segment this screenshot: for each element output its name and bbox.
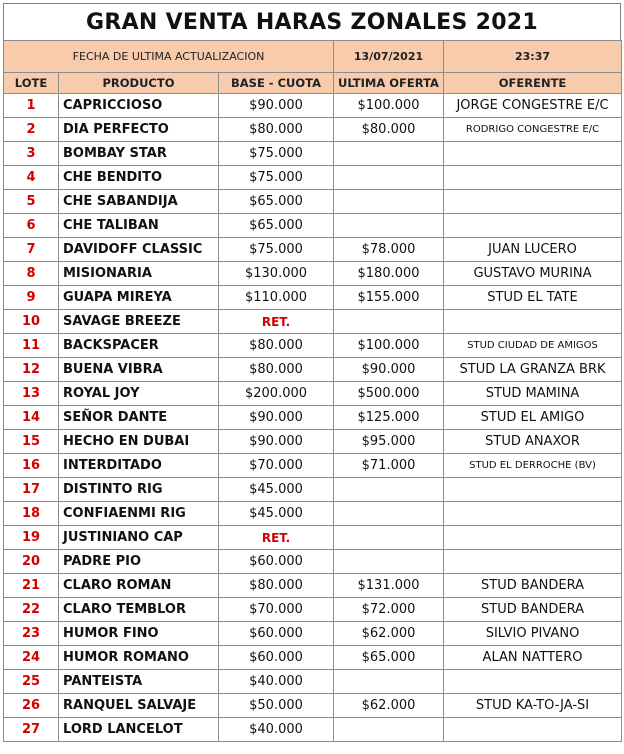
oferta-cell: $80.000 [334, 118, 444, 142]
oferente-cell [444, 550, 622, 574]
oferente-cell [444, 166, 622, 190]
update-date: 13/07/2021 [334, 41, 444, 73]
prod-cell: BUENA VIBRA [59, 358, 219, 382]
oferta-cell [334, 190, 444, 214]
oferente-cell: SILVIO PIVANO [444, 622, 622, 646]
auction-sheet [3, 3, 621, 742]
oferente-cell [444, 190, 622, 214]
lote-cell: 19 [4, 526, 59, 550]
prod-cell: HECHO EN DUBAI [59, 430, 219, 454]
header-base: BASE - CUOTA [219, 73, 334, 94]
base-cell: $90.000 [219, 406, 334, 430]
prod-cell: HUMOR ROMANO [59, 646, 219, 670]
oferta-cell: $90.000 [334, 358, 444, 382]
lote-cell: 24 [4, 646, 59, 670]
update-label: FECHA DE ULTIMA ACTUALIZACION [4, 41, 334, 73]
base-cell: $90.000 [219, 94, 334, 118]
table-row [4, 502, 622, 526]
lote-cell: 21 [4, 574, 59, 598]
table-row [4, 334, 622, 358]
prod-cell: RANQUEL SALVAJE [59, 694, 219, 718]
prod-cell: CHE TALIBAN [59, 214, 219, 238]
table-row [4, 478, 622, 502]
lote-cell: 5 [4, 190, 59, 214]
prod-cell: INTERDITADO [59, 454, 219, 478]
oferta-cell: $65.000 [334, 646, 444, 670]
lote-cell: 1 [4, 94, 59, 118]
prod-cell: JUSTINIANO CAP [59, 526, 219, 550]
oferta-cell: $125.000 [334, 406, 444, 430]
oferente-cell [444, 670, 622, 694]
table-row [4, 118, 622, 142]
base-cell: $200.000 [219, 382, 334, 406]
oferta-cell: $72.000 [334, 598, 444, 622]
lote-cell: 14 [4, 406, 59, 430]
prod-cell: DISTINTO RIG [59, 478, 219, 502]
oferente-cell: STUD BANDERA [444, 598, 622, 622]
oferente-cell: STUD CIUDAD DE AMIGOS [444, 334, 622, 358]
header-producto: PRODUCTO [59, 73, 219, 94]
table-row [4, 598, 622, 622]
base-cell: $90.000 [219, 430, 334, 454]
oferta-cell: $100.000 [334, 334, 444, 358]
header-lote: LOTE [4, 73, 59, 94]
table-row [4, 166, 622, 190]
lote-cell: 20 [4, 550, 59, 574]
oferente-cell [444, 310, 622, 334]
lote-cell: 8 [4, 262, 59, 286]
oferente-cell: STUD KA-TO-JA-SI [444, 694, 622, 718]
table-row [4, 310, 622, 334]
table-row [4, 694, 622, 718]
oferta-cell [334, 550, 444, 574]
oferta-cell [334, 478, 444, 502]
header-oferente: OFERENTE [444, 73, 622, 94]
base-cell: $80.000 [219, 574, 334, 598]
table-row [4, 622, 622, 646]
base-cell: $60.000 [219, 622, 334, 646]
prod-cell: LORD LANCELOT [59, 718, 219, 742]
base-cell: $45.000 [219, 502, 334, 526]
oferente-cell: STUD EL TATE [444, 286, 622, 310]
base-cell: $70.000 [219, 598, 334, 622]
column-header-row [4, 73, 622, 94]
oferente-cell: STUD ANAXOR [444, 430, 622, 454]
table-row [4, 382, 622, 406]
base-cell: $75.000 [219, 238, 334, 262]
oferente-cell [444, 142, 622, 166]
oferta-cell: $62.000 [334, 622, 444, 646]
lote-cell: 7 [4, 238, 59, 262]
prod-cell: CONFIAENMI RIG [59, 502, 219, 526]
prod-cell: ROYAL JOY [59, 382, 219, 406]
table-row [4, 718, 622, 742]
oferente-cell [444, 502, 622, 526]
table-row [4, 238, 622, 262]
oferta-cell: $180.000 [334, 262, 444, 286]
lote-cell: 9 [4, 286, 59, 310]
table-row [4, 406, 622, 430]
oferta-cell [334, 718, 444, 742]
lote-cell: 4 [4, 166, 59, 190]
base-cell: $40.000 [219, 718, 334, 742]
table-body [4, 94, 622, 742]
oferta-cell [334, 310, 444, 334]
oferta-cell: $155.000 [334, 286, 444, 310]
table-row [4, 358, 622, 382]
lote-cell: 13 [4, 382, 59, 406]
lote-cell: 2 [4, 118, 59, 142]
prod-cell: DIA PERFECTO [59, 118, 219, 142]
oferta-cell [334, 142, 444, 166]
oferta-cell: $71.000 [334, 454, 444, 478]
sheet-title: GRAN VENTA HARAS ZONALES 2021 [3, 3, 621, 40]
table-row [4, 670, 622, 694]
prod-cell: PANTEISTA [59, 670, 219, 694]
lote-cell: 25 [4, 670, 59, 694]
prod-cell: CHE SABANDIJA [59, 190, 219, 214]
table-row [4, 286, 622, 310]
base-cell: $80.000 [219, 334, 334, 358]
table-row [4, 574, 622, 598]
table-row [4, 646, 622, 670]
lote-cell: 11 [4, 334, 59, 358]
table-row [4, 190, 622, 214]
oferta-cell: $100.000 [334, 94, 444, 118]
oferta-cell: $131.000 [334, 574, 444, 598]
oferta-cell: $500.000 [334, 382, 444, 406]
oferente-cell: JUAN LUCERO [444, 238, 622, 262]
update-time: 23:37 [444, 41, 622, 73]
oferente-cell: STUD EL DERROCHE (BV) [444, 454, 622, 478]
lote-cell: 3 [4, 142, 59, 166]
lote-cell: 16 [4, 454, 59, 478]
base-cell: $80.000 [219, 118, 334, 142]
table-row [4, 550, 622, 574]
lote-cell: 23 [4, 622, 59, 646]
table-row [4, 94, 622, 118]
prod-cell: HUMOR FINO [59, 622, 219, 646]
oferente-cell: STUD MAMINA [444, 382, 622, 406]
oferta-cell [334, 166, 444, 190]
lote-cell: 26 [4, 694, 59, 718]
prod-cell: SAVAGE BREEZE [59, 310, 219, 334]
header-oferta: ULTIMA OFERTA [334, 73, 444, 94]
oferente-cell: ALAN NATTERO [444, 646, 622, 670]
table-row [4, 430, 622, 454]
oferente-cell: STUD BANDERA [444, 574, 622, 598]
base-cell: $45.000 [219, 478, 334, 502]
prod-cell: SEÑOR DANTE [59, 406, 219, 430]
prod-cell: BOMBAY STAR [59, 142, 219, 166]
base-cell: RET. [219, 310, 334, 334]
base-cell: $40.000 [219, 670, 334, 694]
lote-cell: 27 [4, 718, 59, 742]
base-cell: $75.000 [219, 166, 334, 190]
oferente-cell: JORGE CONGESTRE E/C [444, 94, 622, 118]
base-cell: $80.000 [219, 358, 334, 382]
auction-table [3, 40, 622, 742]
oferente-cell [444, 526, 622, 550]
oferente-cell: STUD LA GRANZA BRK [444, 358, 622, 382]
lote-cell: 18 [4, 502, 59, 526]
base-cell: $75.000 [219, 142, 334, 166]
oferente-cell: RODRIGO CONGESTRE E/C [444, 118, 622, 142]
oferta-cell [334, 502, 444, 526]
prod-cell: CLARO TEMBLOR [59, 598, 219, 622]
table-row [4, 262, 622, 286]
lote-cell: 15 [4, 430, 59, 454]
lote-cell: 17 [4, 478, 59, 502]
base-cell: $60.000 [219, 646, 334, 670]
prod-cell: DAVIDOFF CLASSIC [59, 238, 219, 262]
base-cell: $60.000 [219, 550, 334, 574]
base-cell: $70.000 [219, 454, 334, 478]
lote-cell: 6 [4, 214, 59, 238]
table-row [4, 454, 622, 478]
oferta-cell: $62.000 [334, 694, 444, 718]
oferente-cell [444, 718, 622, 742]
lote-cell: 10 [4, 310, 59, 334]
prod-cell: BACKSPACER [59, 334, 219, 358]
table-row [4, 214, 622, 238]
base-cell: $65.000 [219, 214, 334, 238]
oferente-cell [444, 214, 622, 238]
base-cell: $110.000 [219, 286, 334, 310]
table-row [4, 142, 622, 166]
oferta-cell [334, 670, 444, 694]
prod-cell: CHE BENDITO [59, 166, 219, 190]
prod-cell: GUAPA MIREYA [59, 286, 219, 310]
oferente-cell: GUSTAVO MURINA [444, 262, 622, 286]
base-cell: $65.000 [219, 190, 334, 214]
oferente-cell [444, 478, 622, 502]
update-row [4, 41, 622, 73]
oferta-cell: $78.000 [334, 238, 444, 262]
prod-cell: MISIONARIA [59, 262, 219, 286]
prod-cell: CLARO ROMAN [59, 574, 219, 598]
prod-cell: CAPRICCIOSO [59, 94, 219, 118]
lote-cell: 12 [4, 358, 59, 382]
oferta-cell [334, 214, 444, 238]
table-row [4, 526, 622, 550]
oferta-cell: $95.000 [334, 430, 444, 454]
base-cell: $130.000 [219, 262, 334, 286]
lote-cell: 22 [4, 598, 59, 622]
oferente-cell: STUD EL AMIGO [444, 406, 622, 430]
prod-cell: PADRE PIO [59, 550, 219, 574]
base-cell: $50.000 [219, 694, 334, 718]
base-cell: RET. [219, 526, 334, 550]
oferta-cell [334, 526, 444, 550]
